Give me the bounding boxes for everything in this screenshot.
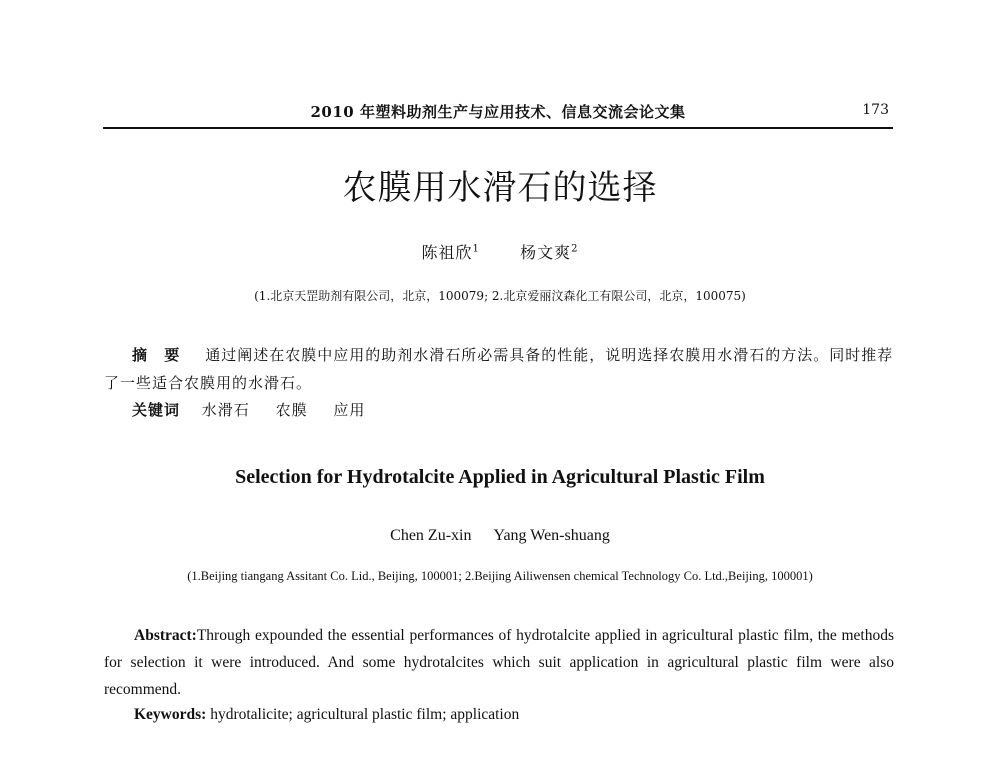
author-cn-2-affil-mark: 2 (571, 243, 579, 255)
author-cn-2: 杨文爽 (520, 243, 572, 262)
english-keywords-text: hydrotalicite; agricultural plastic film; application (210, 706, 520, 723)
english-abstract-label: Abstract: (134, 627, 197, 644)
running-header (103, 101, 893, 123)
chinese-abstract-label: 摘 要 (132, 346, 186, 364)
chinese-affiliation: (1.北京天罡助剂有限公司，北京，100079; 2.北京爱丽汶森化工有限公司，北京，100075) (254, 289, 746, 303)
english-abstract-text: Through expounded the essential performances of hydrotalcite applied in agricultural plastic film, the methods for selection it were introduced. And some hydrotalcites which suit application in agricultural plastic film were also recommend. (104, 627, 894, 698)
chinese-authors (0, 240, 1000, 263)
chinese-keywords-label: 关键词 (132, 401, 181, 419)
english-authors (0, 527, 1000, 545)
author-en-1: Chen Zu-xin (390, 527, 472, 544)
author-cn-1-affil-mark: 1 (472, 243, 480, 255)
chinese-title: 农膜用水滑石的选择 (342, 168, 658, 208)
author-cn-1: 陈祖欣 (421, 243, 473, 262)
chinese-abstract (104, 341, 894, 397)
page-number: 173 (862, 102, 889, 118)
english-affiliation: (1.Beijing tiangang Assitant Co. Lid., Beijing, 100001; 2.Beijing Ailiwensen chemical Technology Co. Ltd.,Beijing, 100001) (187, 569, 813, 583)
english-title: Selection for Hydrotalcite Applied in Agricultural Plastic Film (235, 466, 765, 488)
header-rule (103, 127, 893, 129)
english-abstract (104, 622, 894, 703)
keyword-cn: 应用 (333, 401, 366, 419)
running-title: 2010 年塑料助剂生产与应用技术、信息交流会论文集 (310, 103, 686, 121)
author-en-2: Yang Wen-shuang (493, 527, 610, 544)
english-keywords (134, 706, 519, 724)
english-keywords-label: Keywords: (134, 706, 207, 723)
chinese-abstract-text: 通过阐述在农膜中应用的助剂水滑石所必需具备的性能，说明选择农膜用水滑石的方法。同时推荐了一些适合农膜用的水滑石。 (104, 346, 894, 392)
chinese-keywords (132, 399, 385, 420)
keyword-cn: 水滑石 (201, 401, 250, 419)
keyword-cn: 农膜 (275, 401, 308, 419)
